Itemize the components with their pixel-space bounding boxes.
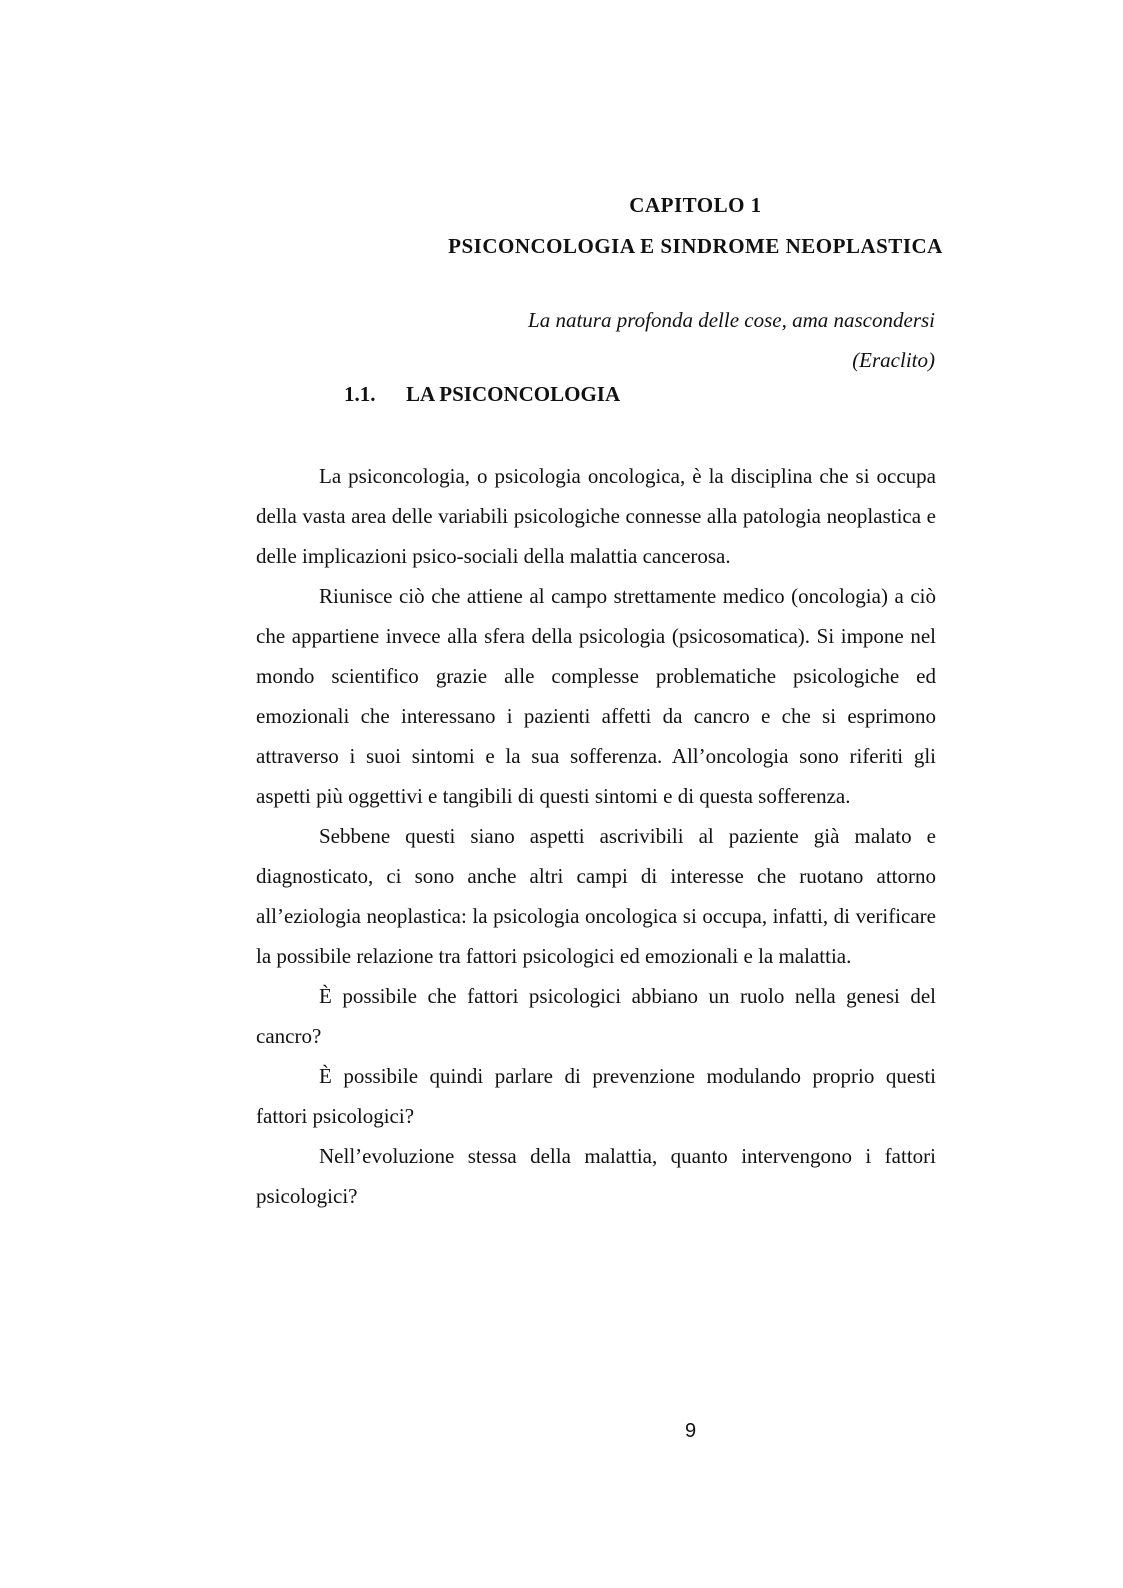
paragraph: È possibile quindi parlare di prevenzione modulando proprio questi fattori psicologici? — [256, 1064, 936, 1128]
chapter-title: PSICONCOLOGIA E SINDROME NEOPLASTICA — [448, 234, 943, 258]
paragraph: Riunisce ciò che attiene al campo strettamente medico (oncologia) a ciò che appartiene invece alla sfera della psicologia (psicosomatica). Si impone nel mondo scientifico grazie alle complesse problematiche psicologiche ed emozionali che interessano i pazienti affetti da cancro e che si esprimono attraverso i suoi sintomi e la sua sofferenza. All’oncologia sono riferiti gli aspetti più oggettivi e tangibili di questi sintomi e di questa sofferenza. — [256, 584, 936, 808]
epigraph-author: (Eraclito) — [852, 348, 935, 372]
section-heading — [344, 382, 620, 407]
section-number: 1.1. — [344, 382, 376, 406]
page-number: 9 — [684, 1420, 697, 1442]
body-text — [256, 456, 936, 1216]
chapter-label: CAPITOLO 1 — [629, 193, 762, 217]
epigraph-quote: La natura profonda delle cose, ama nascondersi — [528, 308, 935, 332]
epigraph — [528, 300, 935, 380]
paragraph: Sebbene questi siano aspetti ascrivibili al paziente già malato e diagnosticato, ci sono anche altri campi di interesse che ruotano attorno all’eziologia neoplastica: la psicologia oncologica si occupa, infatti, di verificare la possibile relazione tra fattori psicologici ed emozionali e la malattia. — [256, 824, 936, 968]
paragraph: Nell’evoluzione stessa della malattia, quanto intervengono i fattori psicologici? — [256, 1144, 936, 1208]
paragraph: È possibile che fattori psicologici abbiano un ruolo nella genesi del cancro? — [256, 984, 936, 1048]
section-title: LA PSICONCOLOGIA — [406, 382, 621, 406]
paragraph: La psiconcologia, o psicologia oncologica, è la disciplina che si occupa della vasta area delle variabili psicologiche connesse alla patologia neoplastica e delle implicazioni psico-sociali della malattia cancerosa. — [256, 464, 936, 568]
